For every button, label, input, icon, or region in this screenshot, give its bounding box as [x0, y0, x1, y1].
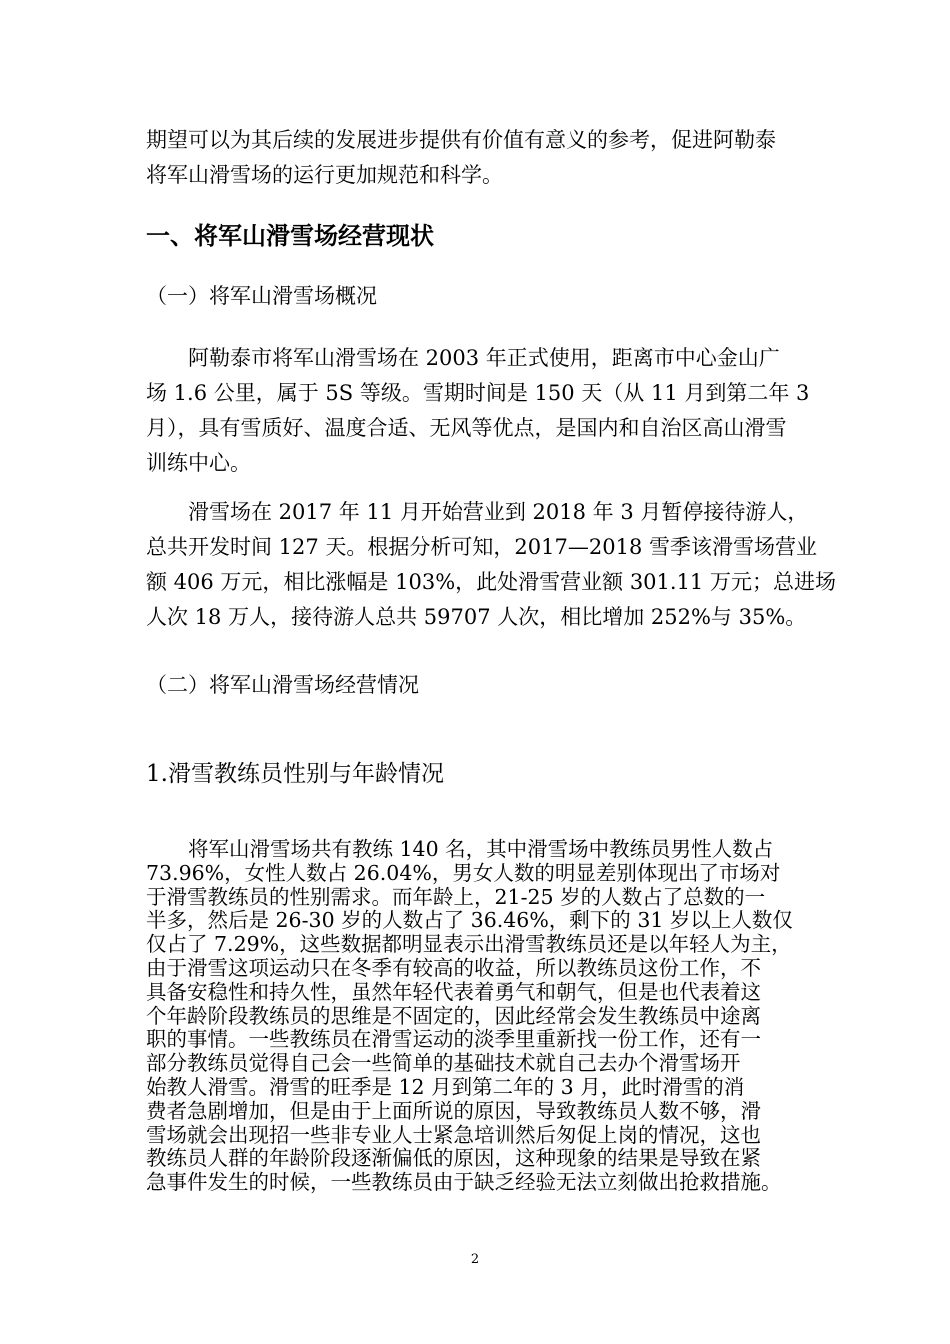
subsection-heading: （一）将军山滑雪场概况: [146, 284, 377, 308]
overview-paragraph-2: [146, 495, 836, 635]
text-line: 仅占了 7.29%，这些数据都明显表示出滑雪教练员还是以年轻人为主，: [146, 932, 792, 957]
text-line: 由于滑雪这项运动只在冬季有较高的收益，所以教练员这份工作，不: [146, 955, 761, 980]
text-line: 具备安稳性和持久性，虽然年轻代表着勇气和朝气，但是也代表着这: [146, 979, 761, 1004]
text-line: 总共开发时间 127 天。根据分析可知，2017—2018 雪季该滑雪场营业: [146, 535, 817, 559]
text-line: 73.96%，女性人数占 26.04%，男女人数的明显差别体现出了市场对: [146, 860, 781, 885]
text-line: 教练员人群的年龄阶段逐渐偏低的原因，这种现象的结果是导致在紧: [146, 1146, 761, 1171]
text-line: 个年龄阶段教练员的思维是不固定的，因此经常会发生教练员中途离: [146, 1003, 761, 1028]
text-line: 雪场就会出现招一些非专业人士紧急培训然后匆促上岗的情况，这也: [146, 1122, 761, 1147]
section-heading: 一、将军山滑雪场经营现状: [146, 222, 434, 250]
text-line: 人次 18 万人，接待游人总共 59707 人次，相比增加 252%与 35%。: [146, 605, 807, 629]
page-number: 2: [470, 1252, 480, 1267]
text-line: 费者急剧增加，但是由于上面所说的原因，导致教练员人数不够，滑: [146, 1098, 761, 1123]
text-line: 将军山滑雪场的运行更加规范和科学。: [146, 163, 503, 187]
intro-paragraph: [146, 123, 806, 193]
text-line: 训练中心。: [146, 451, 251, 475]
text-line: 额 406 万元，相比涨幅是 103%，此处滑雪营业额 301.11 万元；总进场: [146, 570, 836, 594]
text-line: 滑雪场在 2017 年 11 月开始营业到 2018 年 3 月暂停接待游人，: [188, 500, 809, 524]
text-line: 场 1.6 公里，属于 5S 等级。雪期时间是 150 天（从 11 月到第二年 3: [146, 381, 810, 405]
subsection-heading: （二）将军山滑雪场经营情况: [146, 673, 419, 697]
text-line: 半多，然后是 26-30 岁的人数占了 36.46%，剩下的 31 岁以上人数仅: [146, 908, 793, 933]
text-line: 将军山滑雪场共有教练 140 名，其中滑雪场中教练员男性人数占: [188, 837, 774, 861]
text-line: 始教人滑雪。滑雪的旺季是 12 月到第二年的 3 月，此时滑雪的消: [146, 1074, 745, 1099]
text-line: 月），具有雪质好、温度合适、无风等优点，是国内和自治区高山滑雪: [146, 416, 787, 440]
topic-heading: 1.滑雪教练员性别与年龄情况: [146, 761, 444, 787]
overview-paragraph-1: [146, 341, 810, 481]
text-line: 部分教练员觉得自己会一些简单的基础技术就自己去办个滑雪场开: [146, 1051, 741, 1076]
text-line: 急事件发生的时候，一些教练员由于缺乏经验无法立刻做出抢救措施。: [146, 1170, 782, 1195]
coach-paragraph: [146, 838, 806, 1195]
text-line: 期望可以为其后续的发展进步提供有价值有意义的参考，促进阿勒泰: [146, 128, 776, 152]
text-line: 于滑雪教练员的性别需求。而年龄上，21-25 岁的人数占了总数的一: [146, 884, 766, 909]
text-line: 阿勒泰市将军山滑雪场在 2003 年正式使用，距离市中心金山广: [188, 346, 780, 370]
text-line: 职的事情。一些教练员在滑雪运动的淡季里重新找一份工作，还有一: [146, 1027, 761, 1052]
